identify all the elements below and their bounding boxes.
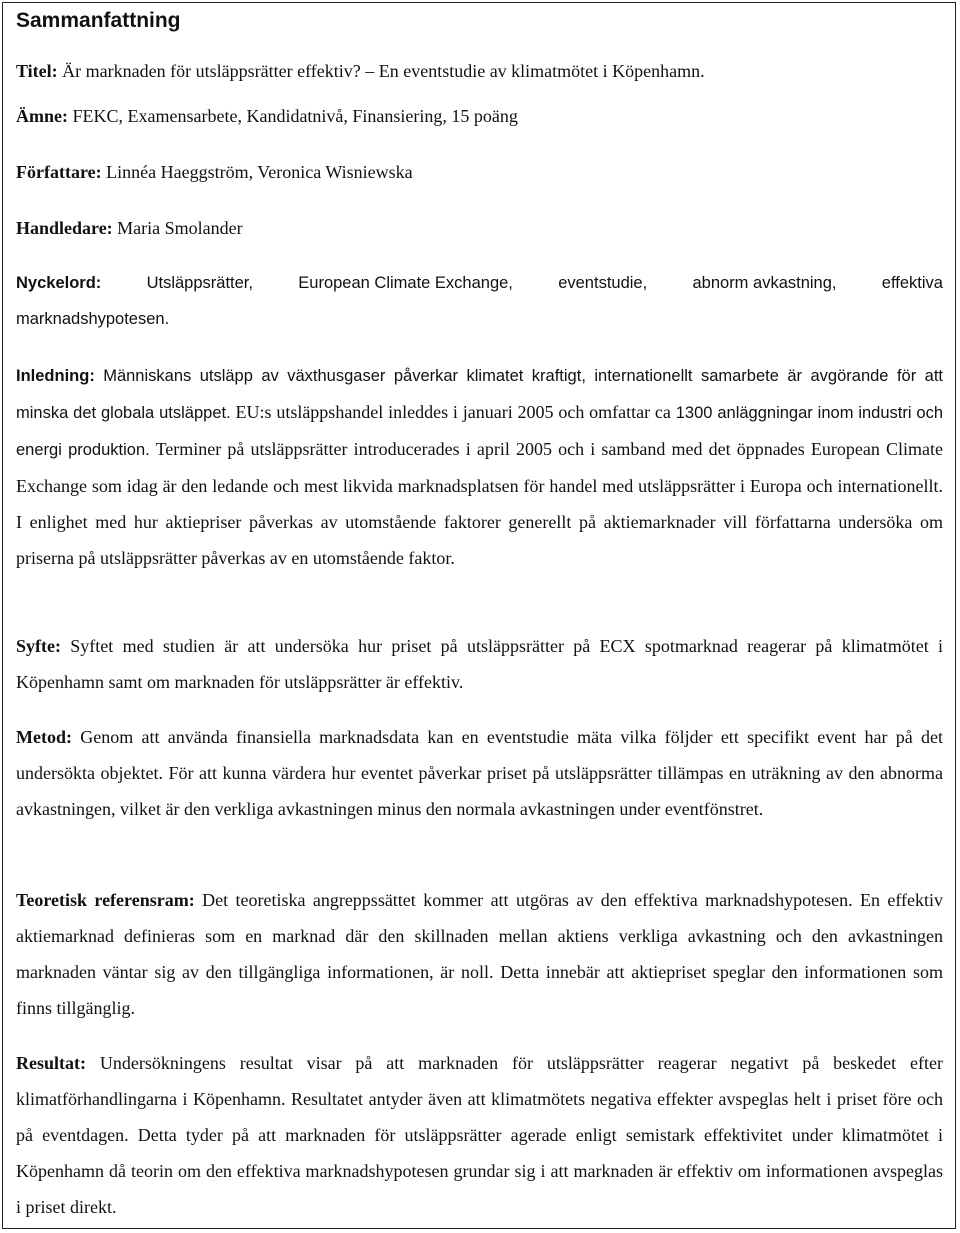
inledning-text-1: Människans utsläpp av växthusgaser påverkar klimatet kraftigt, internationellt samarbete är avgörande för att minska det globala utsläppet.	[16, 367, 943, 422]
page-title: Sammanfattning	[16, 9, 181, 32]
amne-label: Ämne:	[16, 106, 68, 126]
keyword: Utsläppsrätter,	[146, 274, 253, 292]
teoretisk-label: Teoretisk referensram:	[16, 890, 195, 910]
summary-page	[2, 2, 956, 1229]
titel-value: Är marknaden för utsläppsrätter effektiv? – En eventstudie av klimatmötet i Köpenhamn.	[62, 61, 705, 81]
keyword: European Climate Exchange,	[298, 274, 513, 292]
inledning-text-4: Terminer på utsläppsrätter introducerades i april 2005 och i samband med det öppnades European Climate Exchange som idag är den ledande och mest likvida marknadsplatsen för handel med utsläppsrätter i Europa och internationellt. I enlighet med hur aktiepriser påverkas av utomstående faktorer generellt på aktiemarknader vill författarna undersöka om priserna på utsläppsrätter påverkas av en utomstående faktor.	[16, 439, 944, 568]
amne-line	[16, 104, 943, 128]
handledare-value: Maria Smolander	[117, 218, 243, 238]
metod-label: Metod:	[16, 727, 72, 747]
nyckelord-line-2: marknadshypotesen.	[16, 310, 170, 328]
teoretisk-text: Det teoretiska angreppssättet kommer att utgöras av den effektiva marknadshypotesen. En effektiv aktiemarknad definieras som en marknad där den skillnaden mellan aktiens verkliga avkastning och den avkastningen marknaden väntar sig av den tillgängliga informationen, är noll. Detta innebär att aktiepriset speglar den informationen som finns tillgänglig.	[16, 890, 944, 1018]
resultat-text: Undersökningens resultat visar på att marknaden för utsläppsrätter reagerar negativt på beskedet efter klimatförhandlingarna i Köpenhamn. Resultatet antyder även att klimatmötets negativa effekter avspeglas helt i priset före och på eventdagen. Detta tyder på att marknaden för utsläppsrätter agerade enligt semistark effektivitet under klimatmötet i Köpenhamn då teorin om den effektiva marknadshypotesen grundar sig i att marknaden är effektiv om informationen avspeglas i priset direkt.	[16, 1053, 943, 1217]
nyckelord-line	[16, 271, 943, 295]
nyckelord-label: Nyckelord:	[16, 274, 102, 292]
forfattare-line	[16, 160, 943, 184]
inledning-text-2: EU:s utsläppshandel inleddes i januari 2005 och omfattar ca	[235, 402, 671, 422]
titel-label: Titel:	[16, 61, 58, 81]
syfte-paragraph	[16, 628, 943, 700]
amne-value: FEKC, Examensarbete, Kandidatnivå, Finansiering, 15 poäng	[72, 106, 518, 126]
keyword: effektiva	[881, 274, 943, 292]
handledare-line	[16, 216, 943, 240]
syfte-label: Syfte:	[16, 636, 61, 656]
forfattare-value: Linnéa Haeggström, Veronica Wisniewska	[106, 162, 413, 182]
forfattare-label: Författare:	[16, 162, 102, 182]
inledning-paragraph	[16, 357, 943, 576]
resultat-label: Resultat:	[16, 1053, 86, 1073]
teoretisk-paragraph	[16, 882, 943, 1026]
inledning-text-3: 1300 anläggningar inom industri och energi produktion.	[16, 404, 944, 459]
metod-paragraph	[16, 719, 943, 827]
inledning-label: Inledning:	[16, 367, 95, 385]
handledare-label: Handledare:	[16, 218, 113, 238]
syfte-text: Syftet med studien är att undersöka hur priset på utsläppsrätter på ECX spotmarknad reagerar på klimatmötet i Köpenhamn samt om marknaden för utsläppsrätter är effektiv.	[16, 636, 943, 692]
metod-text: Genom att använda finansiella marknadsdata kan en eventstudie mäta vilka följder ett specifikt event har på det undersökta objektet. För att kunna värdera hur eventet påverkar priset på utsläppsrätter tillämpas en uträkning av den abnorma avkastningen, vilket är den verkliga avkastningen minus den normala avkastningen under eventfönstret.	[16, 727, 944, 819]
keyword: eventstudie,	[558, 274, 648, 292]
resultat-paragraph	[16, 1045, 943, 1225]
titel-line	[16, 59, 943, 83]
keyword: abnorm avkastning,	[692, 274, 837, 292]
